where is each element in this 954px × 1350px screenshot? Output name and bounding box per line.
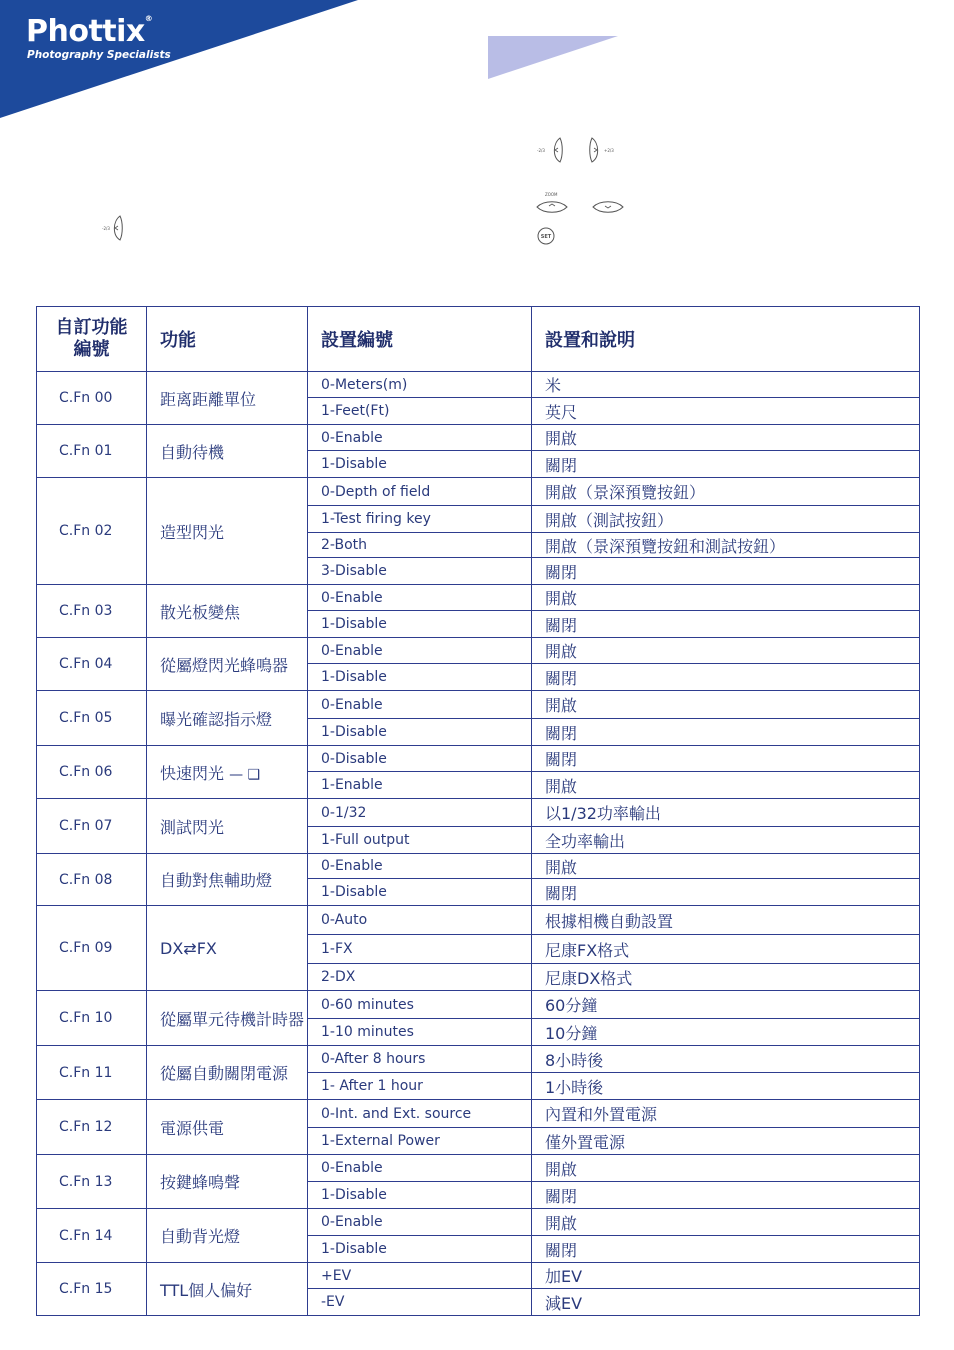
- setting-description-cell: 全功率輸出: [532, 827, 920, 854]
- table-header-row: [37, 307, 920, 372]
- table-row: [37, 585, 920, 611]
- table-row: [37, 1209, 920, 1236]
- setting-description-cell: 開啟: [532, 638, 920, 664]
- setting-description-cell: 關閉: [532, 1182, 920, 1209]
- continuous-flash-symbol: — ❑: [229, 766, 261, 783]
- table-row: [37, 799, 920, 827]
- setting-number-cell: 0-Int. and Ext. source: [308, 1100, 532, 1128]
- setting-description-cell: 1小時後: [532, 1073, 920, 1100]
- setting-description-cell: 尼康FX格式: [532, 935, 920, 964]
- setting-number-cell: 1-Enable: [308, 772, 532, 799]
- svg-text:-2/3: -2/3: [537, 148, 545, 153]
- function-name-cell: [147, 1155, 308, 1209]
- setting-description-cell: 內置和外置電源: [532, 1100, 920, 1128]
- setting-number-cell: 2-Both: [308, 533, 532, 558]
- function-name: 距离距離單位: [160, 389, 257, 409]
- table-row: [37, 854, 920, 879]
- setting-description-cell: 開啟（測試按鈕）: [532, 506, 920, 533]
- setting-description-cell: 10分鐘: [532, 1019, 920, 1046]
- accent-triangle: [488, 36, 620, 80]
- set-button-icon: [536, 226, 556, 246]
- cfn-code-cell: C.Fn 11: [37, 1046, 147, 1100]
- setting-number-cell: 0-60 minutes: [308, 991, 532, 1019]
- cfn-code-cell: C.Fn 12: [37, 1100, 147, 1155]
- setting-number-cell: 0-Depth of field: [308, 478, 532, 506]
- setting-number-cell: -EV: [308, 1289, 532, 1316]
- dial-left-icon: [100, 214, 126, 242]
- table-row: [37, 1100, 920, 1128]
- function-name-cell: [147, 478, 308, 585]
- setting-description-cell: 開啟（景深預覽按鈕和測試按鈕）: [532, 533, 920, 558]
- function-name: 測試閃光: [160, 817, 225, 837]
- dial-left-small-icon: [536, 136, 566, 164]
- setting-number-cell: 0-Enable: [308, 1209, 532, 1236]
- function-name-cell: [147, 799, 308, 854]
- setting-number-cell: 0-Enable: [308, 638, 532, 664]
- header-function: 功能: [147, 307, 308, 372]
- function-name-cell: [147, 425, 308, 478]
- setting-description-cell: 開啟（景深預覽按鈕）: [532, 478, 920, 506]
- setting-description-cell: 以1/32功率輸出: [532, 799, 920, 827]
- setting-number-cell: 1-Disable: [308, 1236, 532, 1263]
- setting-description-cell: 關閉: [532, 746, 920, 772]
- table-row: [37, 1263, 920, 1289]
- function-name-cell: [147, 638, 308, 691]
- svg-text:SET: SET: [540, 234, 552, 240]
- setting-description-cell: 開啟: [532, 772, 920, 799]
- function-name: TTL個人偏好: [160, 1280, 253, 1300]
- setting-description-cell: 60分鐘: [532, 991, 920, 1019]
- setting-number-cell: 1-Disable: [308, 1182, 532, 1209]
- setting-description-cell: 關閉: [532, 611, 920, 638]
- setting-description-cell: 關閉: [532, 1236, 920, 1263]
- setting-number-cell: 1-Test firing key: [308, 506, 532, 533]
- svg-text:-2/3: -2/3: [102, 226, 110, 231]
- setting-number-cell: 1-Feet(Ft): [308, 398, 532, 425]
- function-name: 按鍵蜂鳴聲: [160, 1173, 241, 1192]
- setting-number-cell: 1-Disable: [308, 664, 532, 691]
- setting-description-cell: 關閉: [532, 558, 920, 585]
- setting-number-cell: 0-Auto: [308, 906, 532, 935]
- svg-text:+2/3: +2/3: [604, 148, 614, 153]
- function-name-cell: [147, 585, 308, 638]
- table-row: [37, 906, 920, 935]
- setting-description-cell: 關閉: [532, 879, 920, 906]
- cfn-code-cell: C.Fn 02: [37, 478, 147, 585]
- setting-description-cell: 僅外置電源: [532, 1128, 920, 1155]
- zoom-down-icon: [590, 190, 626, 216]
- setting-number-cell: 0-Enable: [308, 854, 532, 879]
- cfn-code-cell: C.Fn 01: [37, 425, 147, 478]
- function-name: 從屬自動關閉電源: [160, 1064, 289, 1083]
- function-name: 電源供電: [160, 1118, 225, 1138]
- setting-description-cell: 米: [532, 372, 920, 398]
- function-name: 自動待機: [160, 442, 225, 462]
- setting-number-cell: 0-Enable: [308, 1155, 532, 1182]
- function-name: 快速閃光: [160, 763, 225, 783]
- setting-description-cell: 減EV: [532, 1289, 920, 1316]
- header-setting-number: 設置編號: [308, 307, 532, 372]
- table-row: [37, 425, 920, 451]
- header-cfn-number: [37, 307, 147, 372]
- setting-number-cell: 3-Disable: [308, 558, 532, 585]
- table-row: [37, 478, 920, 506]
- svg-text:ZOOM: ZOOM: [545, 192, 558, 197]
- table-row: [37, 691, 920, 719]
- header-setting-description: 設置和說明: [532, 307, 920, 372]
- cfn-code-cell: C.Fn 05: [37, 691, 147, 746]
- function-name-cell: [147, 691, 308, 746]
- setting-description-cell: 開啟: [532, 854, 920, 879]
- cfn-code-cell: C.Fn 15: [37, 1263, 147, 1316]
- function-name: 自動背光燈: [160, 1227, 241, 1246]
- setting-description-cell: 尼康DX格式: [532, 964, 920, 991]
- setting-number-cell: 0-Disable: [308, 746, 532, 772]
- setting-number-cell: 1- After 1 hour: [308, 1073, 532, 1100]
- setting-number-cell: 1-10 minutes: [308, 1019, 532, 1046]
- setting-number-cell: 1-Disable: [308, 719, 532, 746]
- setting-description-cell: 開啟: [532, 691, 920, 719]
- setting-number-cell: +EV: [308, 1263, 532, 1289]
- function-name: 造型閃光: [160, 522, 225, 542]
- function-name: 散光板變焦: [160, 602, 241, 622]
- setting-description-cell: 開啟: [532, 425, 920, 451]
- setting-number-cell: 1-Disable: [308, 879, 532, 906]
- function-name-cell: [147, 1100, 308, 1155]
- brand-tagline: Photography Specialists: [27, 49, 171, 61]
- setting-number-cell: 0-Enable: [308, 691, 532, 719]
- table-row: [37, 372, 920, 398]
- table-row: [37, 1046, 920, 1073]
- cfn-code-cell: C.Fn 10: [37, 991, 147, 1046]
- setting-description-cell: 英尺: [532, 398, 920, 425]
- function-name-cell: [147, 1263, 308, 1316]
- setting-number-cell: 0-Meters(m): [308, 372, 532, 398]
- setting-number-cell: 0-1/32: [308, 799, 532, 827]
- setting-number-cell: 0-After 8 hours: [308, 1046, 532, 1073]
- setting-description-cell: 關閉: [532, 451, 920, 478]
- function-name-cell: [147, 854, 308, 906]
- header-cfn-number-line2: 編號: [73, 339, 110, 360]
- cfn-code-cell: C.Fn 07: [37, 799, 147, 854]
- custom-function-table: [36, 306, 920, 1316]
- function-name-cell: [147, 906, 308, 991]
- setting-description-cell: 加EV: [532, 1263, 920, 1289]
- cfn-code-cell: C.Fn 09: [37, 906, 147, 991]
- setting-description-cell: 8小時後: [532, 1046, 920, 1073]
- setting-description-cell: 根據相機自動設置: [532, 906, 920, 935]
- setting-number-cell: 1-Full output: [308, 827, 532, 854]
- cfn-code-cell: C.Fn 13: [37, 1155, 147, 1209]
- zoom-up-icon: [534, 190, 570, 216]
- setting-description-cell: 開啟: [532, 1155, 920, 1182]
- setting-number-cell: 0-Enable: [308, 425, 532, 451]
- cfn-code-cell: C.Fn 00: [37, 372, 147, 425]
- cfn-code-cell: C.Fn 03: [37, 585, 147, 638]
- function-name-cell: [147, 1209, 308, 1263]
- setting-description-cell: 開啟: [532, 1209, 920, 1236]
- table-row: [37, 1155, 920, 1182]
- header-cfn-number-line1: 自訂功能: [55, 317, 128, 338]
- cfn-code-cell: C.Fn 14: [37, 1209, 147, 1263]
- setting-number-cell: 1-Disable: [308, 451, 532, 478]
- function-name: 從屬燈閃光蜂鳴器: [160, 655, 289, 675]
- function-name: 從屬單元待機計時器: [160, 1009, 305, 1029]
- table-row: [37, 746, 920, 772]
- setting-number-cell: 2-DX: [308, 964, 532, 991]
- function-name-cell: [147, 746, 308, 799]
- setting-number-cell: 1-External Power: [308, 1128, 532, 1155]
- brand-logo: Phottix®: [26, 14, 153, 49]
- dial-right-small-icon: [586, 136, 616, 164]
- setting-description-cell: 關閉: [532, 719, 920, 746]
- setting-description-cell: 關閉: [532, 664, 920, 691]
- setting-number-cell: 1-FX: [308, 935, 532, 964]
- function-name: DX⇄FX: [160, 938, 217, 958]
- table-row: [37, 638, 920, 664]
- table-row: [37, 991, 920, 1019]
- setting-number-cell: 1-Disable: [308, 611, 532, 638]
- cfn-code-cell: C.Fn 06: [37, 746, 147, 799]
- setting-description-cell: 開啟: [532, 585, 920, 611]
- cfn-code-cell: C.Fn 08: [37, 854, 147, 906]
- function-name-cell: [147, 991, 308, 1046]
- cfn-code-cell: C.Fn 04: [37, 638, 147, 691]
- function-name: 曝光確認指示燈: [160, 709, 273, 729]
- function-name-cell: [147, 372, 308, 425]
- function-name-cell: [147, 1046, 308, 1100]
- function-name: 自動對焦輔助燈: [160, 871, 273, 890]
- setting-number-cell: 0-Enable: [308, 585, 532, 611]
